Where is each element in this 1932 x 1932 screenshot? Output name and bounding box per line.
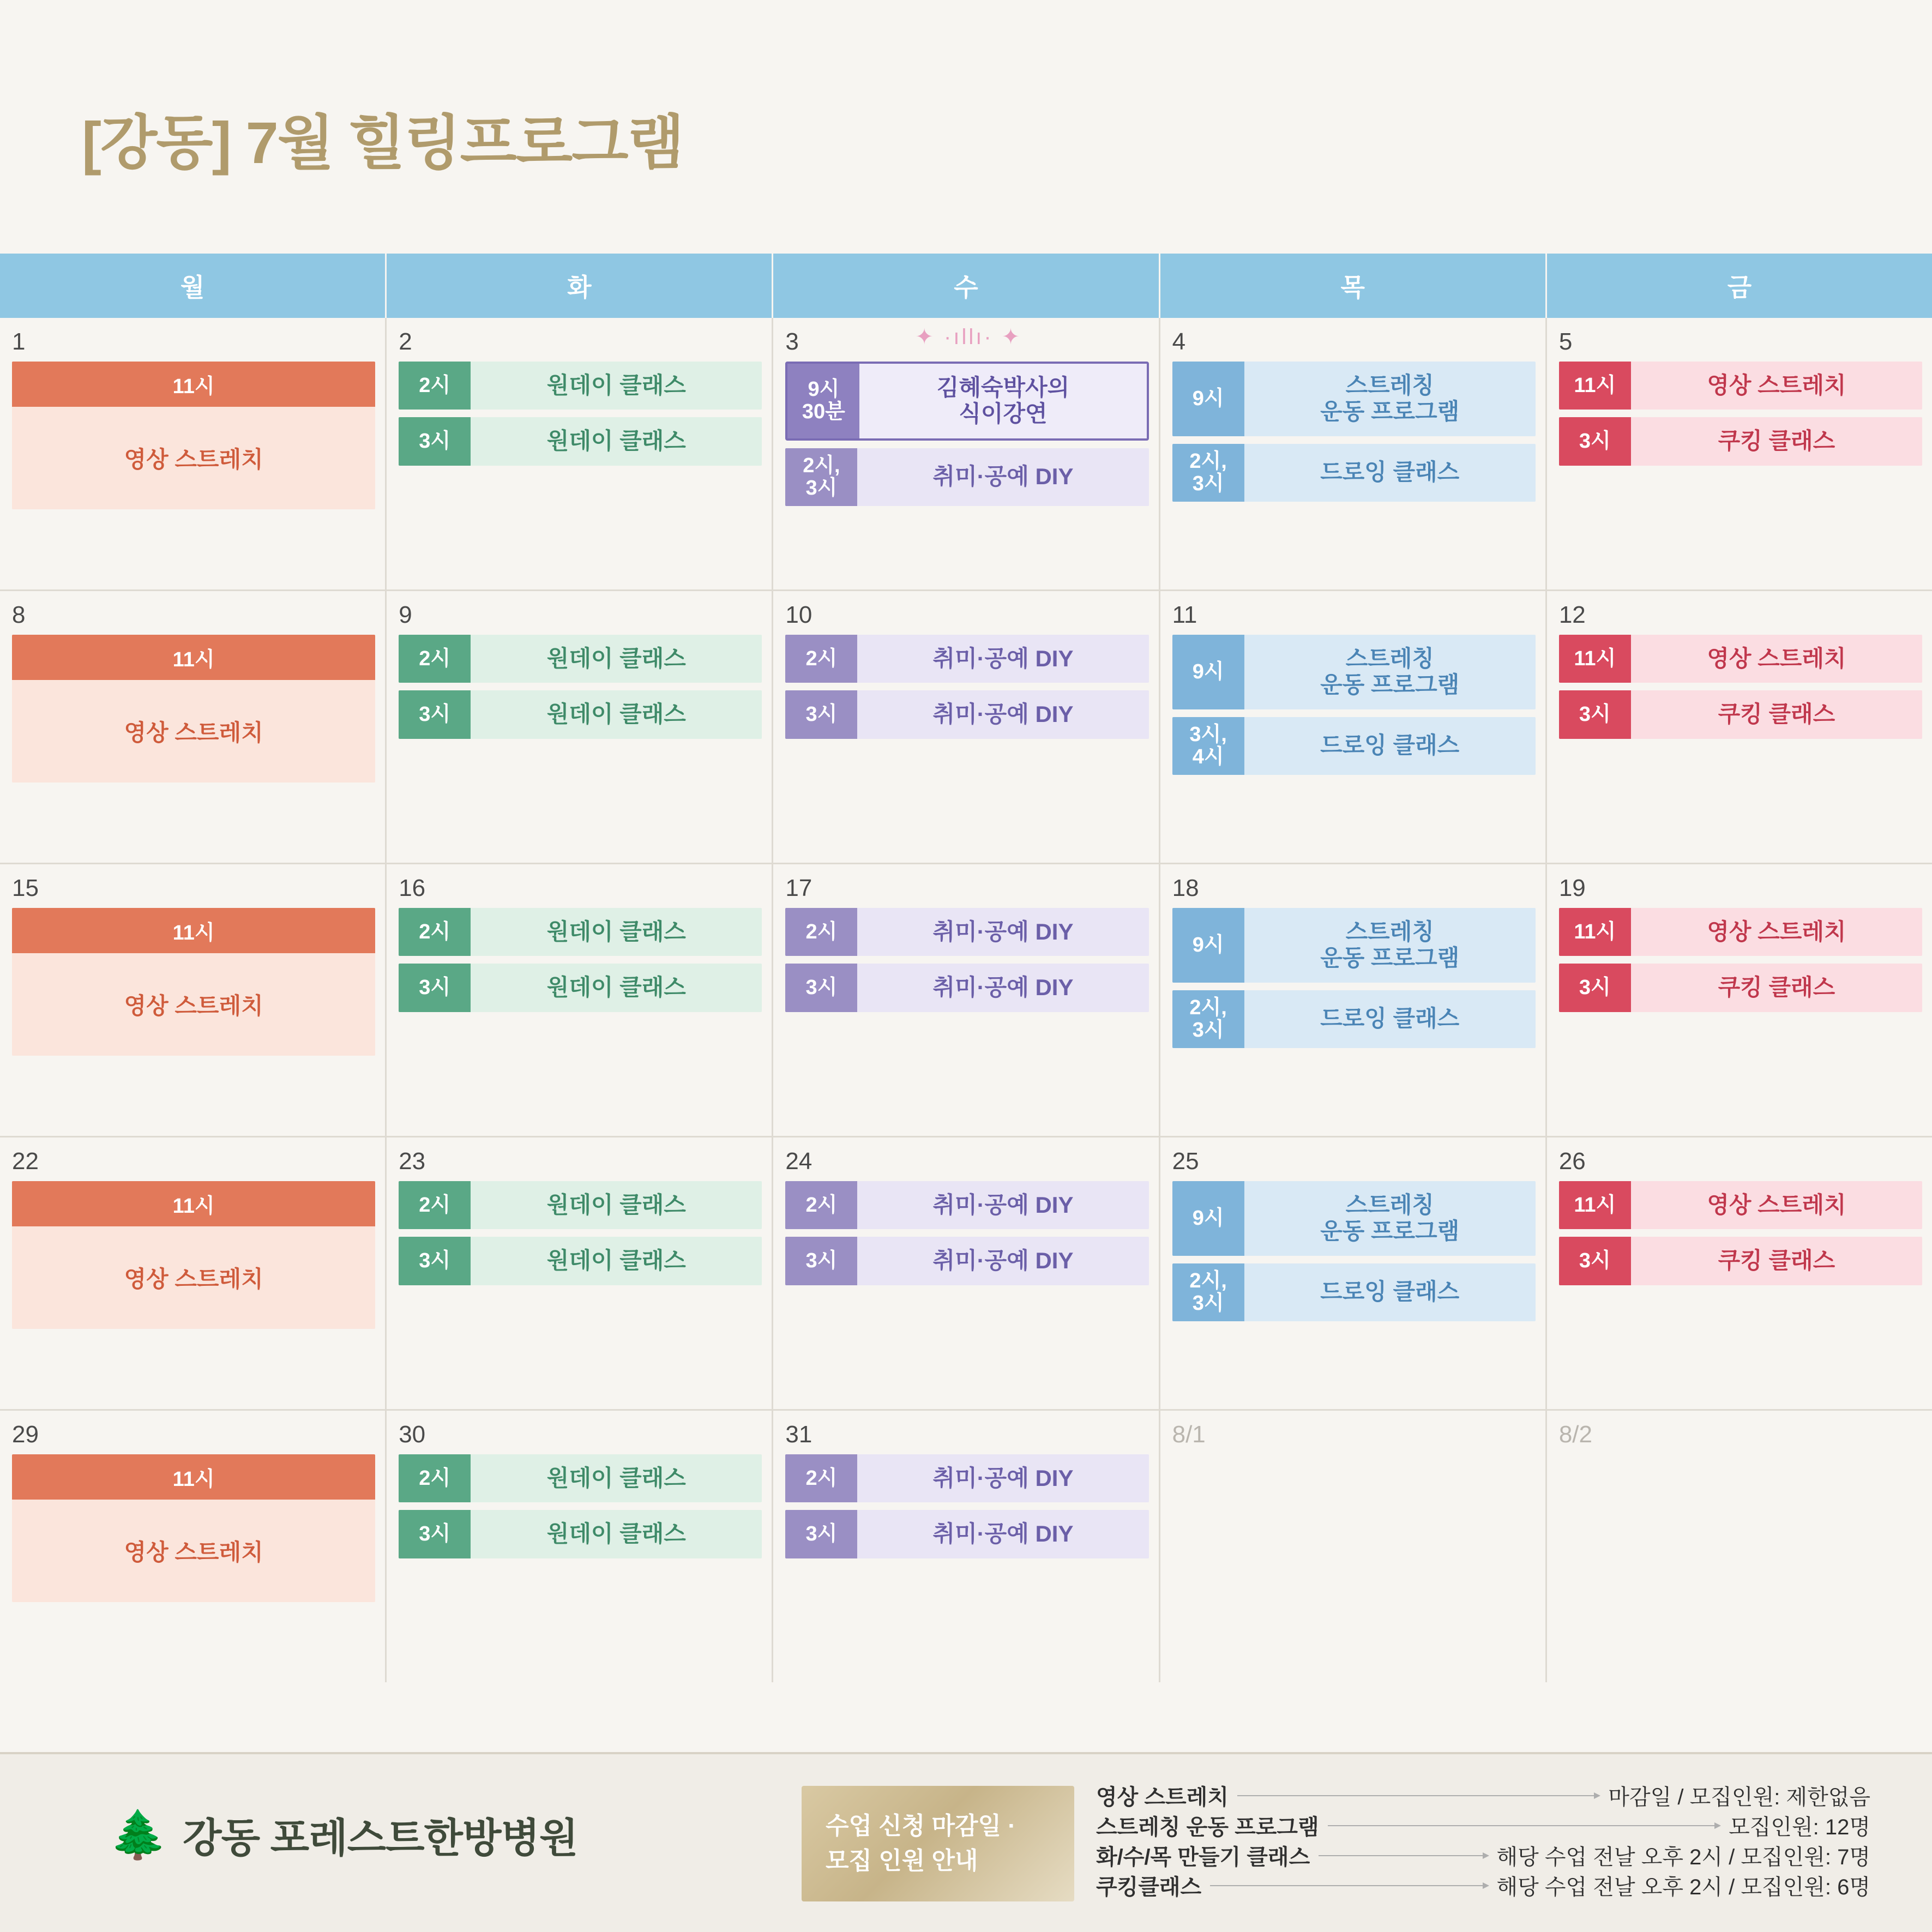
sparkle-icon: ✦ ·ıllı· ✦ bbox=[915, 325, 1022, 349]
event-name: 원데이 클래스 bbox=[471, 417, 762, 465]
event-time: 11시 bbox=[12, 362, 375, 407]
event-block[interactable] bbox=[1172, 990, 1536, 1048]
day-cell[interactable] bbox=[387, 864, 773, 1136]
event-time: 11시 bbox=[12, 1181, 375, 1226]
day-cell[interactable] bbox=[1547, 591, 1932, 863]
event-time: 11시 bbox=[1559, 635, 1631, 683]
legend-row bbox=[1096, 1870, 1870, 1900]
event-name: 스트레칭 운동 프로그램 bbox=[1244, 1181, 1536, 1256]
event-block[interactable] bbox=[1172, 362, 1536, 436]
event-block[interactable] bbox=[785, 635, 1148, 683]
event-time: 11시 bbox=[1559, 908, 1631, 956]
event-block[interactable] bbox=[1559, 908, 1922, 956]
event-time: 3시 bbox=[1559, 964, 1631, 1012]
day-number: 16 bbox=[399, 875, 426, 901]
weekday-5: 금 bbox=[1547, 254, 1932, 318]
event-block[interactable] bbox=[785, 1237, 1148, 1285]
day-cell[interactable] bbox=[1160, 318, 1547, 589]
page-title: [강동] 7월 힐링프로그램 bbox=[82, 110, 683, 176]
calendar bbox=[0, 254, 1932, 1682]
event-name: 원데이 클래스 bbox=[471, 1454, 762, 1502]
day-number: 4 bbox=[1172, 328, 1186, 355]
event-time: 9시 bbox=[1172, 362, 1244, 436]
day-cell[interactable] bbox=[1547, 1411, 1932, 1682]
event-name: 취미·공예 DIY bbox=[857, 1454, 1148, 1502]
event-time: 3시 bbox=[399, 1510, 471, 1558]
hospital-brand bbox=[109, 1806, 578, 1864]
day-number: 2 bbox=[399, 328, 412, 355]
legend-value: 마감일 / 모집인원: 제한없음 bbox=[1608, 1785, 1870, 1809]
day-number: 31 bbox=[785, 1421, 812, 1448]
day-cell[interactable] bbox=[773, 1137, 1160, 1409]
event-name: 취미·공예 DIY bbox=[857, 1237, 1148, 1285]
weekday-header bbox=[0, 254, 1932, 318]
day-cell[interactable] bbox=[387, 318, 773, 589]
calendar-rows bbox=[0, 318, 1932, 1682]
event-name: 취미·공예 DIY bbox=[857, 690, 1148, 738]
legend-label: 스트레칭 운동 프로그램 bbox=[1096, 1815, 1319, 1839]
event-time: 3시 bbox=[399, 964, 471, 1012]
event-name: 영상 스트레치 bbox=[1631, 1181, 1922, 1229]
day-cell[interactable] bbox=[1547, 864, 1932, 1136]
event-name: 원데이 클래스 bbox=[471, 690, 762, 738]
legend-label: 영상 스트레치 bbox=[1096, 1785, 1229, 1809]
arrow-icon bbox=[1237, 1795, 1599, 1796]
event-name: 드로잉 클래스 bbox=[1244, 990, 1536, 1048]
day-cell[interactable] bbox=[773, 1411, 1160, 1682]
day-number: 24 bbox=[785, 1148, 812, 1175]
event-name: 영상 스트레치 bbox=[1631, 908, 1922, 956]
event-time: 11시 bbox=[12, 908, 375, 953]
event-time: 11시 bbox=[12, 635, 375, 680]
event-time: 3시 bbox=[1559, 417, 1631, 465]
event-block[interactable] bbox=[12, 908, 375, 1056]
event-name: 스트레칭 운동 프로그램 bbox=[1244, 908, 1536, 983]
event-time: 2시, 3시 bbox=[1172, 1263, 1244, 1321]
notice-box bbox=[802, 1786, 1074, 1901]
event-time: 2시 bbox=[785, 1181, 857, 1229]
weekday-1: 월 bbox=[0, 254, 387, 318]
day-cell[interactable] bbox=[0, 591, 387, 863]
event-name: 원데이 클래스 bbox=[471, 1181, 762, 1229]
notice-line-2: 모집 인원 안내 bbox=[826, 1847, 978, 1874]
event-time: 2시, 3시 bbox=[785, 448, 857, 506]
day-number: 25 bbox=[1172, 1148, 1199, 1175]
tree-icon: 🌲 bbox=[109, 1809, 168, 1861]
notice-line-1: 수업 신청 마감일 · bbox=[826, 1813, 1016, 1840]
event-name: 영상 스트레치 bbox=[12, 680, 375, 783]
event-block[interactable] bbox=[1559, 635, 1922, 683]
event-time: 11시 bbox=[12, 1454, 375, 1500]
event-block[interactable] bbox=[1559, 1237, 1922, 1285]
legend-list bbox=[1096, 1780, 1870, 1900]
event-block[interactable] bbox=[399, 1181, 762, 1229]
event-block[interactable] bbox=[1559, 964, 1922, 1012]
day-cell[interactable] bbox=[773, 591, 1160, 863]
event-name: 쿠킹 클래스 bbox=[1631, 964, 1922, 1012]
event-name: 드로잉 클래스 bbox=[1244, 1263, 1536, 1321]
event-block[interactable] bbox=[1172, 444, 1536, 502]
event-block[interactable] bbox=[1559, 690, 1922, 738]
event-name: 드로잉 클래스 bbox=[1244, 717, 1536, 775]
arrow-icon bbox=[1319, 1855, 1488, 1856]
day-number: 29 bbox=[12, 1421, 39, 1448]
calendar-week-row bbox=[0, 864, 1932, 1137]
event-name: 취미·공예 DIY bbox=[857, 448, 1148, 506]
event-time: 3시 bbox=[1559, 1237, 1631, 1285]
legend-label: 쿠킹클래스 bbox=[1096, 1875, 1202, 1899]
event-name: 원데이 클래스 bbox=[471, 1237, 762, 1285]
event-name: 취미·공예 DIY bbox=[857, 635, 1148, 683]
event-block[interactable] bbox=[785, 362, 1148, 441]
event-time: 2시 bbox=[785, 908, 857, 956]
day-number: 30 bbox=[399, 1421, 426, 1448]
legend-value: 해당 수업 전날 오후 2시 / 모집인원: 7명 bbox=[1496, 1845, 1870, 1869]
day-number: 15 bbox=[12, 875, 39, 901]
calendar-week-row bbox=[0, 1411, 1932, 1682]
day-number: 8/2 bbox=[1558, 1421, 1592, 1448]
event-block[interactable] bbox=[785, 1454, 1148, 1502]
event-time: 2시 bbox=[399, 908, 471, 956]
event-block[interactable] bbox=[785, 964, 1148, 1012]
event-block[interactable] bbox=[785, 448, 1148, 506]
event-time: 9시 bbox=[1172, 1181, 1244, 1256]
event-block[interactable] bbox=[1559, 362, 1922, 410]
event-name: 쿠킹 클래스 bbox=[1631, 417, 1922, 465]
event-block[interactable] bbox=[785, 908, 1148, 956]
day-number: 8 bbox=[12, 601, 26, 628]
event-time: 2시 bbox=[399, 1454, 471, 1502]
event-time: 3시 bbox=[785, 1510, 857, 1558]
weekday-2: 화 bbox=[387, 254, 773, 318]
event-time: 9시 30분 bbox=[787, 364, 859, 438]
hospital-name: 강동 포레스트한방병원 bbox=[183, 1815, 578, 1861]
day-number: 11 bbox=[1172, 601, 1197, 628]
day-cell[interactable] bbox=[387, 1411, 773, 1682]
event-time: 11시 bbox=[1559, 362, 1631, 410]
day-cell[interactable] bbox=[1547, 1137, 1932, 1409]
calendar-week-row bbox=[0, 591, 1932, 864]
day-cell[interactable] bbox=[0, 864, 387, 1136]
event-time: 2시, 3시 bbox=[1172, 444, 1244, 502]
event-name: 취미·공예 DIY bbox=[857, 908, 1148, 956]
event-name: 드로잉 클래스 bbox=[1244, 444, 1536, 502]
event-time: 11시 bbox=[1559, 1181, 1631, 1229]
day-number: 17 bbox=[785, 875, 812, 901]
day-number: 22 bbox=[12, 1148, 39, 1175]
day-number: 18 bbox=[1172, 875, 1199, 901]
day-cell[interactable] bbox=[1160, 864, 1547, 1136]
legend-label: 화/수/목 만들기 클래스 bbox=[1096, 1845, 1310, 1869]
weekday-3: 수 bbox=[773, 254, 1160, 318]
day-number: 12 bbox=[1558, 601, 1586, 628]
event-time: 3시 bbox=[399, 690, 471, 738]
legend-row bbox=[1096, 1810, 1870, 1840]
footer bbox=[0, 1752, 1932, 1932]
day-number: 8/1 bbox=[1172, 1421, 1206, 1448]
event-time: 3시 bbox=[785, 1237, 857, 1285]
event-time: 9시 bbox=[1172, 635, 1244, 709]
event-time: 3시 bbox=[399, 1237, 471, 1285]
arrow-icon bbox=[1328, 1825, 1720, 1826]
event-block[interactable] bbox=[399, 1237, 762, 1285]
arrow-icon bbox=[1210, 1885, 1488, 1886]
event-block[interactable] bbox=[12, 1454, 375, 1602]
day-cell[interactable] bbox=[1160, 591, 1547, 863]
day-number: 26 bbox=[1558, 1148, 1586, 1175]
event-name: 원데이 클래스 bbox=[471, 635, 762, 683]
day-number: 5 bbox=[1558, 328, 1573, 355]
event-block[interactable] bbox=[1172, 717, 1536, 775]
day-cell[interactable] bbox=[0, 1137, 387, 1409]
day-cell[interactable] bbox=[773, 864, 1160, 1136]
event-name: 쿠킹 클래스 bbox=[1631, 690, 1922, 738]
event-time: 2시 bbox=[399, 1181, 471, 1229]
day-cell[interactable] bbox=[387, 1137, 773, 1409]
day-cell[interactable] bbox=[1160, 1137, 1547, 1409]
event-name: 원데이 클래스 bbox=[471, 1510, 762, 1558]
day-number: 19 bbox=[1558, 875, 1586, 901]
event-block[interactable] bbox=[399, 1454, 762, 1502]
event-block[interactable] bbox=[1559, 417, 1922, 465]
event-block[interactable] bbox=[399, 908, 762, 956]
day-number: 10 bbox=[785, 601, 812, 628]
event-block[interactable] bbox=[1172, 908, 1536, 983]
event-time: 2시, 3시 bbox=[1172, 990, 1244, 1048]
event-block[interactable] bbox=[399, 417, 762, 465]
event-block[interactable] bbox=[1172, 635, 1536, 709]
event-name: 쿠킹 클래스 bbox=[1631, 1237, 1922, 1285]
event-block[interactable] bbox=[12, 362, 375, 509]
event-name: 영상 스트레치 bbox=[1631, 635, 1922, 683]
event-time: 2시 bbox=[785, 1454, 857, 1502]
event-block[interactable] bbox=[399, 964, 762, 1012]
event-name: 스트레칭 운동 프로그램 bbox=[1244, 362, 1536, 436]
event-name: 원데이 클래스 bbox=[471, 362, 762, 410]
event-name: 원데이 클래스 bbox=[471, 908, 762, 956]
calendar-week-row bbox=[0, 1137, 1932, 1411]
event-name: 원데이 클래스 bbox=[471, 964, 762, 1012]
day-cell[interactable] bbox=[1547, 318, 1932, 589]
calendar-week-row bbox=[0, 318, 1932, 591]
day-number: 9 bbox=[399, 601, 412, 628]
day-number: 1 bbox=[12, 328, 26, 355]
day-cell[interactable] bbox=[0, 318, 387, 589]
event-time: 3시, 4시 bbox=[1172, 717, 1244, 775]
day-cell[interactable] bbox=[1160, 1411, 1547, 1682]
day-number: 23 bbox=[399, 1148, 426, 1175]
event-block[interactable] bbox=[399, 1510, 762, 1558]
legend-value: 모집인원: 12명 bbox=[1729, 1815, 1870, 1839]
event-name: 영상 스트레치 bbox=[1631, 362, 1922, 410]
event-block[interactable] bbox=[1172, 1263, 1536, 1321]
event-time: 2시 bbox=[785, 635, 857, 683]
event-time: 2시 bbox=[399, 362, 471, 410]
day-cell[interactable] bbox=[387, 591, 773, 863]
event-block[interactable] bbox=[399, 690, 762, 738]
event-name: 영상 스트레치 bbox=[12, 1226, 375, 1329]
event-name: 영상 스트레치 bbox=[12, 1500, 375, 1602]
day-cell[interactable] bbox=[773, 318, 1160, 589]
event-block[interactable] bbox=[12, 1181, 375, 1329]
event-name: 취미·공예 DIY bbox=[857, 1510, 1148, 1558]
event-block[interactable] bbox=[785, 690, 1148, 738]
event-name: 취미·공예 DIY bbox=[857, 1181, 1148, 1229]
legend-row bbox=[1096, 1780, 1870, 1810]
legend-value: 해당 수업 전날 오후 2시 / 모집인원: 6명 bbox=[1496, 1875, 1870, 1899]
event-block[interactable] bbox=[785, 1181, 1148, 1229]
event-time: 3시 bbox=[785, 690, 857, 738]
event-block[interactable] bbox=[12, 635, 375, 783]
event-name: 취미·공예 DIY bbox=[857, 964, 1148, 1012]
event-block[interactable] bbox=[399, 362, 762, 410]
event-time: 3시 bbox=[785, 964, 857, 1012]
day-cell[interactable] bbox=[0, 1411, 387, 1682]
event-name: 스트레칭 운동 프로그램 bbox=[1244, 635, 1536, 709]
event-block[interactable] bbox=[1172, 1181, 1536, 1256]
event-block[interactable] bbox=[785, 1510, 1148, 1558]
event-block[interactable] bbox=[399, 635, 762, 683]
event-time: 3시 bbox=[1559, 690, 1631, 738]
event-block[interactable] bbox=[1559, 1181, 1922, 1229]
event-name: 김혜숙박사의 식이강연 bbox=[859, 364, 1146, 438]
event-time: 9시 bbox=[1172, 908, 1244, 983]
day-number: 3 bbox=[785, 328, 799, 355]
event-time: 2시 bbox=[399, 635, 471, 683]
event-time: 3시 bbox=[399, 417, 471, 465]
event-name: 영상 스트레치 bbox=[12, 953, 375, 1056]
legend-row bbox=[1096, 1840, 1870, 1870]
event-name: 영상 스트레치 bbox=[12, 407, 375, 509]
weekday-4: 목 bbox=[1160, 254, 1547, 318]
